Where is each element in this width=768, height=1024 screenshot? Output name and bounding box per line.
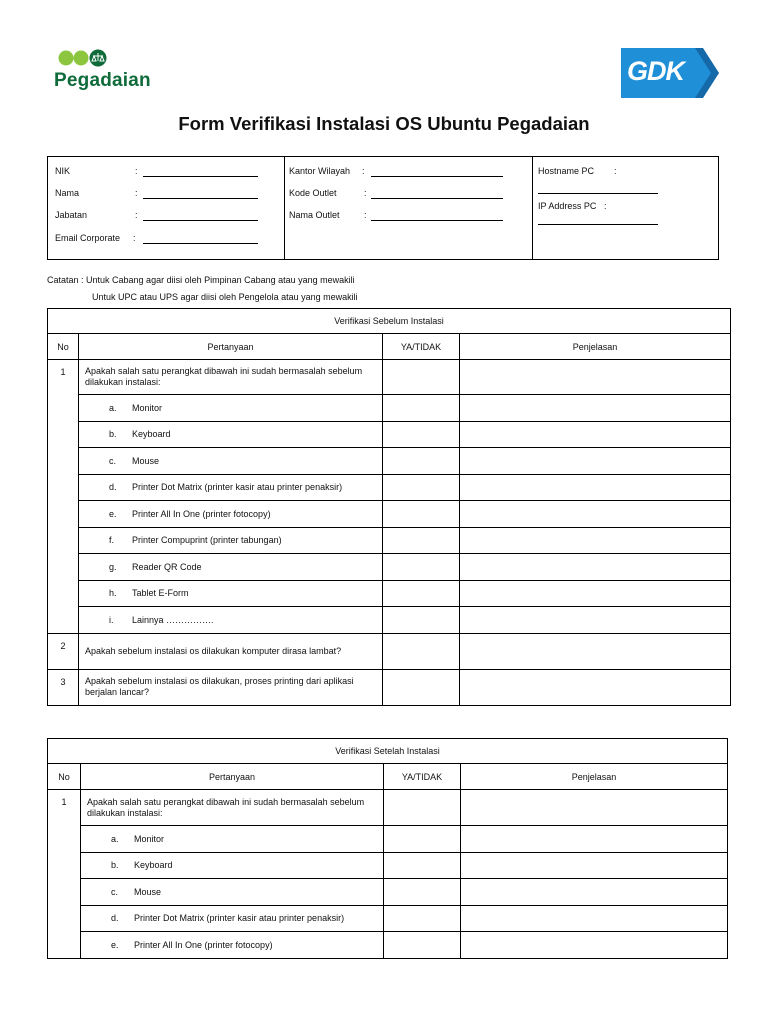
answer-cell[interactable]: [383, 607, 460, 634]
row-number: 2: [48, 633, 79, 669]
item-letter: b.: [111, 860, 119, 871]
table-row: [48, 852, 728, 879]
explanation-cell[interactable]: [460, 554, 731, 581]
explanation-cell[interactable]: [460, 669, 731, 705]
row-number: 3: [48, 669, 79, 705]
answer-cell[interactable]: [383, 395, 460, 422]
item-letter: e.: [109, 508, 117, 519]
table-row: [48, 879, 728, 906]
explanation-cell[interactable]: [460, 448, 731, 475]
pegadaian-logo-icon: [58, 48, 118, 68]
pegadaian-logo-text: Pegadaian: [54, 70, 151, 91]
question-text: Apakah sebelum instalasi os dilakukan, proses printing dari aplikasi berjalan lancar?: [79, 669, 383, 705]
header-ya-tidak: YA/TIDAK: [384, 764, 461, 790]
identity-column-pc: [532, 157, 718, 259]
answer-cell[interactable]: [383, 527, 460, 554]
answer-cell[interactable]: [383, 474, 460, 501]
answer-cell[interactable]: [384, 905, 461, 932]
item-letter: c.: [109, 455, 117, 466]
table-row: [48, 607, 731, 634]
item-text: Printer All In One (printer fotocopy): [132, 508, 271, 519]
field-colon: :: [135, 210, 138, 220]
header-pertanyaan: Pertanyaan: [81, 764, 384, 790]
item-text: Printer Compuprint (printer tabungan): [132, 535, 282, 546]
explanation-cell[interactable]: [461, 826, 728, 853]
note-line-2: Untuk UPC atau UPS agar diisi oleh Pengelola atau yang mewakili: [92, 292, 358, 302]
item-text: Printer All In One (printer fotocopy): [134, 939, 273, 950]
item-text: Mouse: [132, 455, 160, 466]
table-title: Verifikasi Setelah Instalasi: [48, 739, 728, 764]
answer-cell[interactable]: [384, 852, 461, 879]
ip-address-input-line[interactable]: [538, 215, 658, 225]
table-row: [48, 905, 728, 932]
answer-cell[interactable]: [383, 360, 460, 395]
field-colon: :: [364, 210, 367, 220]
email-input-line[interactable]: [143, 234, 258, 244]
note-line-1: Catatan : Untuk Cabang agar diisi oleh Pimpinan Cabang atau yang mewakili: [47, 275, 355, 285]
item-text: Mouse: [134, 886, 162, 897]
identity-box: [47, 156, 719, 260]
gdk-logo-text: GDK: [627, 56, 684, 86]
nik-input-line[interactable]: [143, 167, 258, 177]
header-penjelasan: Penjelasan: [461, 764, 728, 790]
item-letter: f.: [109, 535, 115, 546]
item-text: Monitor: [132, 402, 163, 413]
answer-cell[interactable]: [384, 790, 461, 826]
item-text: Printer Dot Matrix (printer kasir atau printer penaksir): [134, 913, 345, 924]
table-row: [48, 360, 731, 395]
item-letter: d.: [109, 482, 117, 493]
field-label: Hostname PC: [538, 166, 595, 176]
answer-cell[interactable]: [383, 554, 460, 581]
table-row: [48, 448, 731, 475]
table-row: [48, 501, 731, 528]
table-row: [48, 395, 731, 422]
question-text: Apakah sebelum instalasi os dilakukan komputer dirasa lambat?: [79, 633, 383, 669]
row-number: 1: [48, 790, 81, 959]
item-text: Monitor: [134, 833, 165, 844]
item-letter: a.: [109, 402, 117, 413]
table-row: [48, 474, 731, 501]
header-no: No: [48, 334, 79, 360]
header-ya-tidak: YA/TIDAK: [383, 334, 460, 360]
item-letter: g.: [109, 561, 117, 572]
identity-column-personal: [48, 157, 285, 259]
item-letter: e.: [111, 939, 119, 950]
explanation-cell[interactable]: [460, 580, 731, 607]
item-letter: a.: [111, 833, 119, 844]
item-letter: h.: [109, 588, 117, 599]
field-colon: :: [133, 233, 136, 243]
explanation-cell[interactable]: [460, 421, 731, 448]
item-text: Printer Dot Matrix (printer kasir atau printer penaksir): [132, 482, 343, 493]
explanation-cell[interactable]: [461, 879, 728, 906]
item-text: Keyboard: [134, 860, 173, 871]
identity-column-office: [284, 157, 533, 259]
header-penjelasan: Penjelasan: [460, 334, 731, 360]
answer-cell[interactable]: [383, 669, 460, 705]
item-letter: b.: [109, 429, 117, 440]
field-label: Kantor Wilayah: [289, 166, 351, 176]
explanation-cell[interactable]: [460, 527, 731, 554]
table-verifikasi-setelah: [47, 738, 728, 959]
field-colon: :: [362, 166, 365, 176]
explanation-cell[interactable]: [460, 474, 731, 501]
table-verifikasi-sebelum: [47, 308, 731, 706]
table-row: [48, 790, 728, 826]
kantor-wilayah-input-line[interactable]: [371, 167, 503, 177]
table-row: [48, 580, 731, 607]
header-pertanyaan: Pertanyaan: [79, 334, 383, 360]
answer-cell[interactable]: [383, 633, 460, 669]
page-title: Form Verifikasi Instalasi OS Ubuntu Pegadaian: [178, 113, 590, 134]
explanation-cell[interactable]: [460, 607, 731, 634]
explanation-cell[interactable]: [461, 790, 728, 826]
field-label: Nama: [55, 188, 80, 198]
answer-cell[interactable]: [383, 448, 460, 475]
kode-outlet-input-line[interactable]: [371, 189, 503, 199]
field-colon: :: [135, 188, 138, 198]
nama-outlet-input-line[interactable]: [371, 211, 503, 221]
answer-cell[interactable]: [383, 421, 460, 448]
jabatan-input-line[interactable]: [143, 211, 258, 221]
field-label: IP Address PC: [538, 201, 597, 211]
item-text: Keyboard: [132, 429, 171, 440]
row-number: 1: [48, 360, 79, 634]
table-row: [48, 554, 731, 581]
gdk-logo: [621, 48, 719, 98]
answer-cell[interactable]: [384, 826, 461, 853]
table-row: [48, 633, 731, 669]
nama-input-line[interactable]: [143, 189, 258, 199]
field-label: Email Corporate: [55, 233, 121, 243]
item-letter: d.: [111, 913, 119, 924]
table-row: [48, 421, 731, 448]
field-label: Jabatan: [55, 210, 88, 220]
answer-cell[interactable]: [383, 580, 460, 607]
item-text: Lainnya …………….: [132, 614, 214, 625]
field-label: NIK: [55, 166, 71, 176]
answer-cell[interactable]: [383, 501, 460, 528]
field-colon: :: [614, 166, 617, 176]
question-text: Apakah salah satu perangkat dibawah ini sudah bermasalah sebelum dilakukan instalasi:: [79, 360, 383, 395]
explanation-cell[interactable]: [460, 501, 731, 528]
item-letter: c.: [111, 886, 119, 897]
table-row: [48, 669, 731, 705]
field-label: Nama Outlet: [289, 210, 340, 220]
hostname-input-line[interactable]: [538, 184, 658, 194]
field-colon: :: [604, 201, 607, 211]
table-row: [48, 527, 731, 554]
field-colon: :: [135, 166, 138, 176]
item-letter: i.: [109, 614, 114, 625]
header-no: No: [48, 764, 81, 790]
explanation-cell[interactable]: [461, 905, 728, 932]
explanation-cell[interactable]: [461, 852, 728, 879]
field-colon: :: [364, 188, 367, 198]
field-label: Kode Outlet: [289, 188, 337, 198]
answer-cell[interactable]: [384, 932, 461, 959]
answer-cell[interactable]: [384, 879, 461, 906]
pegadaian-logo: [54, 48, 164, 94]
question-text: Apakah salah satu perangkat dibawah ini sudah bermasalah sebelum dilakukan instalasi:: [81, 790, 384, 826]
explanation-cell[interactable]: [460, 360, 731, 395]
table-title: Verifikasi Sebelum Instalasi: [48, 309, 731, 334]
table-row: [48, 932, 728, 959]
explanation-cell[interactable]: [460, 633, 731, 669]
explanation-cell[interactable]: [461, 932, 728, 959]
table-row: [48, 826, 728, 853]
explanation-cell[interactable]: [460, 395, 731, 422]
item-text: Tablet E-Form: [132, 588, 189, 599]
item-text: Reader QR Code: [132, 561, 202, 572]
